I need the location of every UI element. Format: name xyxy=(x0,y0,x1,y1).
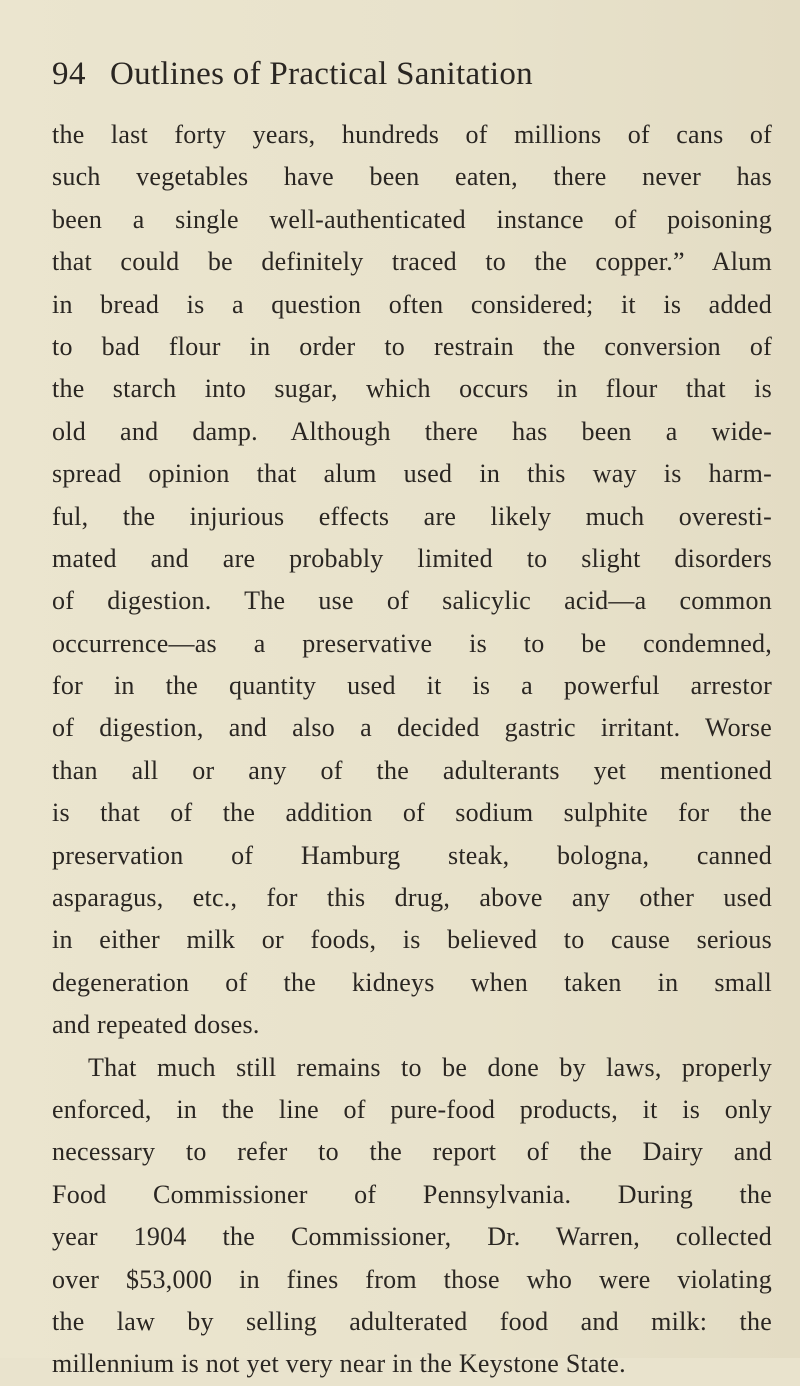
text-line: ful, the injurious effects are likely much overesti- xyxy=(52,501,772,531)
text-line: of digestion. The use of salicylic acid—a common xyxy=(52,586,772,616)
text-line: to bad flour in order to restrain the conversion of xyxy=(52,331,772,361)
text-line: the last forty years, hundreds of millions of cans of xyxy=(52,120,772,149)
text-line: the starch into sugar, which occurs in flour that is xyxy=(52,374,772,404)
text-line: such vegetables have been eaten, there never has xyxy=(52,162,772,192)
text-line: millennium is not yet very near in the Keystone State. xyxy=(52,1349,626,1379)
text-line: mated and are probably limited to slight disorders xyxy=(52,543,772,573)
text-line: than all or any of the adulterants yet mentioned xyxy=(52,755,772,785)
text-line: asparagus, etc., for this drug, above any other used xyxy=(52,883,772,913)
text-line: in either milk or foods, is believed to cause serious xyxy=(52,925,772,955)
paragraph-first-line: That much still remains to be done by laws, properly xyxy=(88,1052,772,1082)
running-head xyxy=(52,56,772,104)
text-line: and repeated doses. xyxy=(52,1010,260,1040)
text-line: degeneration of the kidneys when taken in small xyxy=(52,967,772,997)
body-text xyxy=(52,114,772,1386)
text-line: in bread is a question often considered; it is added xyxy=(52,289,772,319)
page-number: 94 xyxy=(52,56,86,92)
text-line: of digestion, and also a decided gastric irritant. Worse xyxy=(52,713,772,743)
text-line: Food Commissioner of Pennsylvania. During the xyxy=(52,1179,772,1209)
text-line: for in the quantity used it is a powerful arrestor xyxy=(52,671,772,701)
text-line: necessary to refer to the report of the Dairy and xyxy=(52,1137,772,1167)
text-line: the law by selling adulterated food and milk: the xyxy=(52,1306,772,1336)
text-line: old and damp. Although there has been a wide- xyxy=(52,416,772,446)
text-line: occurrence—as a preservative is to be condemned, xyxy=(52,628,772,658)
text-line: over $53,000 in fines from those who were violating xyxy=(52,1264,772,1294)
text-line: preservation of Hamburg steak, bologna, canned xyxy=(52,840,772,870)
text-line: enforced, in the line of pure-food products, it is only xyxy=(52,1094,772,1124)
text-line: been a single well-authenticated instance of poisoning xyxy=(52,204,772,234)
text-line: year 1904 the Commissioner, Dr. Warren, collected xyxy=(52,1222,772,1252)
text-line: that could be definitely traced to the copper.” Alum xyxy=(52,247,772,277)
running-title: Outlines of Practical Sanitation xyxy=(110,56,533,92)
text-line: is that of the addition of sodium sulphite for the xyxy=(52,798,772,828)
text-line: spread opinion that alum used in this way is harm- xyxy=(52,459,772,489)
